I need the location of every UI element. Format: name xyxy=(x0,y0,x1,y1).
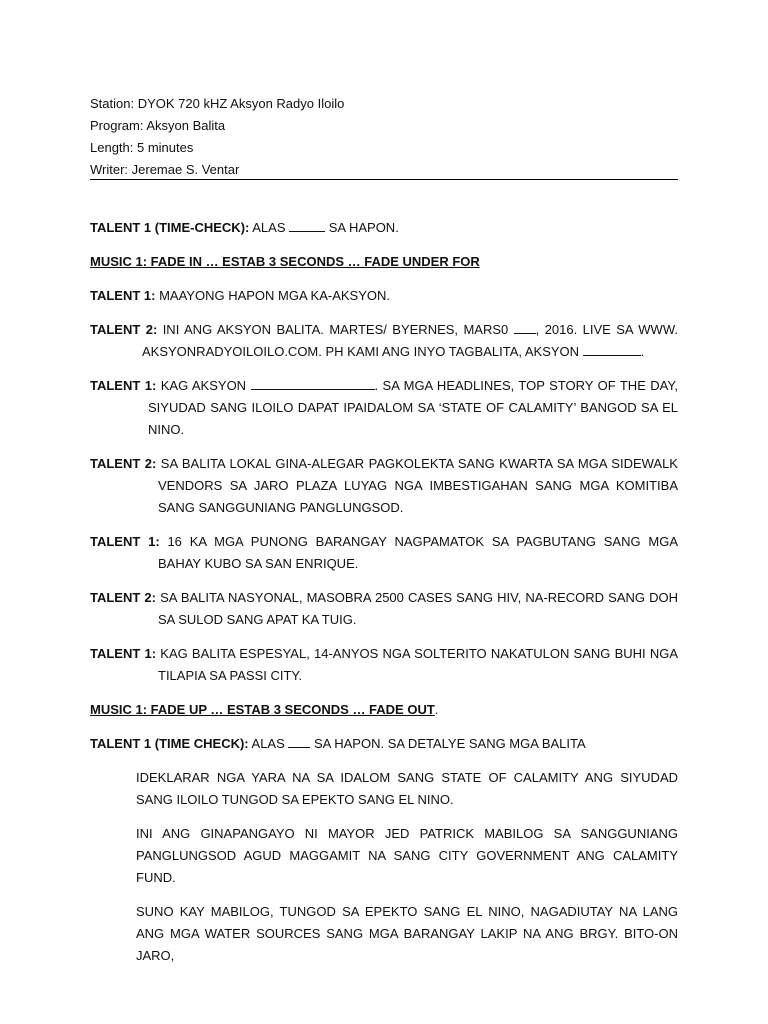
fill-in-blank xyxy=(289,219,325,232)
speaker-label: TALENT 1 (TIME-CHECK): xyxy=(90,220,250,235)
music-cue-text: MUSIC 1: FADE UP … ESTAB 3 SECONDS … FADE OUT xyxy=(90,702,435,717)
news-body-paragraph: SUNO KAY MABILOG, TUNGOD SA EPEKTO SANG EL NINO, NAGADIUTAY NA LANG ANG MGA WATER SOURCES SANG MGA BARANGAY LAKIP NA ANG BRGY. BITO-ON JARO, xyxy=(136,904,678,963)
cue-text: . SA MGA HEADLINES, TOP STORY OF THE DAY, SIYUDAD SANG ILOILO DAPAT IPAIDALOM SA ‘STATE OF CALAMITY’ BANGOD SA EL NINO. xyxy=(148,378,678,437)
cue-text: MAAYONG HAPON MGA KA-AKSYON. xyxy=(155,288,391,303)
station-line: Station: DYOK 720 kHZ Aksyon Radyo Iloilo xyxy=(90,96,345,111)
music-cue-text: MUSIC 1: FADE IN … ESTAB 3 SECONDS … FADE UNDER FOR xyxy=(90,254,480,269)
header-divider xyxy=(90,179,678,180)
fill-in-blank xyxy=(251,377,375,390)
speaker-label: TALENT 1: xyxy=(90,646,157,661)
cue-text: ALAS xyxy=(249,220,290,235)
cue-text: SA BALITA NASYONAL, MASOBRA 2500 CASES SANG HIV, NA-RECORD SANG DOH SA SULOD SANG APAT KA TUIG. xyxy=(155,590,678,627)
speaker-label: TALENT 1: xyxy=(90,534,160,549)
speaker-label: TALENT 2: xyxy=(90,590,156,605)
cue-text: KAG BALITA ESPESYAL, 14-ANYOS NGA SOLTERITO NAKATULON SANG BUHI NGA TILAPIA SA PASSI CITY. xyxy=(156,646,679,683)
cue-text: 16 KA MGA PUNONG BARANGAY NAGPAMATOK SA PAGBUTANG SANG MGA BAHAY KUBO SA SAN ENRIQUE. xyxy=(158,534,678,571)
talent-cue xyxy=(90,319,678,363)
news-body-paragraph: IDEKLARAR NGA YARA NA SA IDALOM SANG STATE OF CALAMITY ANG SIYUDAD SANG ILOILO TUNGOD SA EPEKTO SANG EL NINO. xyxy=(136,770,678,807)
talent-cue xyxy=(90,285,678,307)
program-line: Program: Aksyon Balita xyxy=(90,118,226,133)
cue-text: INI ANG AKSYON BALITA. MARTES/ BYERNES, MARS0 xyxy=(157,322,514,337)
time-check-cue xyxy=(90,217,678,239)
cue-text: SA BALITA LOKAL GINA-ALEGAR PAGKOLEKTA SANG KWARTA SA MGA SIDEWALK VENDORS SA JARO PLAZA LUYAG NGA IMBESTIGAHAN SANG MGA KOMITIBA SANG SANGGUNIANG PANGLUNGSOD. xyxy=(156,456,678,515)
talent-cue xyxy=(90,643,678,687)
fill-in-blank xyxy=(288,735,310,748)
speaker-label: TALENT 1 (TIME CHECK): xyxy=(90,736,249,751)
talent-cue xyxy=(90,587,678,631)
cue-text: . xyxy=(434,702,439,717)
cue-text: ALAS xyxy=(248,736,289,751)
writer-line: Writer: Jeremae S. Ventar xyxy=(90,162,240,177)
time-check-cue xyxy=(90,733,678,755)
speaker-label: TALENT 2: xyxy=(90,456,157,471)
music-cue xyxy=(90,251,678,273)
talent-cue xyxy=(90,531,678,575)
talent-cue xyxy=(90,453,678,519)
cue-text: . xyxy=(640,344,645,359)
music-cue xyxy=(90,699,678,721)
fill-in-blank xyxy=(514,321,536,334)
length-line: Length: 5 minutes xyxy=(90,140,194,155)
news-body-paragraph: INI ANG GINAPANGAYO NI MAYOR JED PATRICK MABILOG SA SANGGUNIANG PANGLUNGSOD AGUD MAGGAMIT NA SANG CITY GOVERNMENT ANG CALAMITY FUND. xyxy=(136,826,678,885)
cue-text: , 2016. LIVE SA WWW. AKSYONRADYOILOILO.COM. PH KAMI ANG INYO TAGBALITA, AKSYON xyxy=(142,322,678,359)
talent-cue xyxy=(90,375,678,441)
cue-text: SA HAPON. xyxy=(325,220,399,235)
script-body xyxy=(90,217,678,967)
speaker-label: TALENT 2: xyxy=(90,322,158,337)
fill-in-blank xyxy=(583,343,641,356)
speaker-label: TALENT 1: xyxy=(90,378,157,393)
cue-text: KAG AKSYON xyxy=(156,378,251,393)
speaker-label: TALENT 1: xyxy=(90,288,156,303)
cue-text: SA HAPON. SA DETALYE SANG MGA BALITA xyxy=(310,736,586,751)
script-header xyxy=(90,93,678,181)
